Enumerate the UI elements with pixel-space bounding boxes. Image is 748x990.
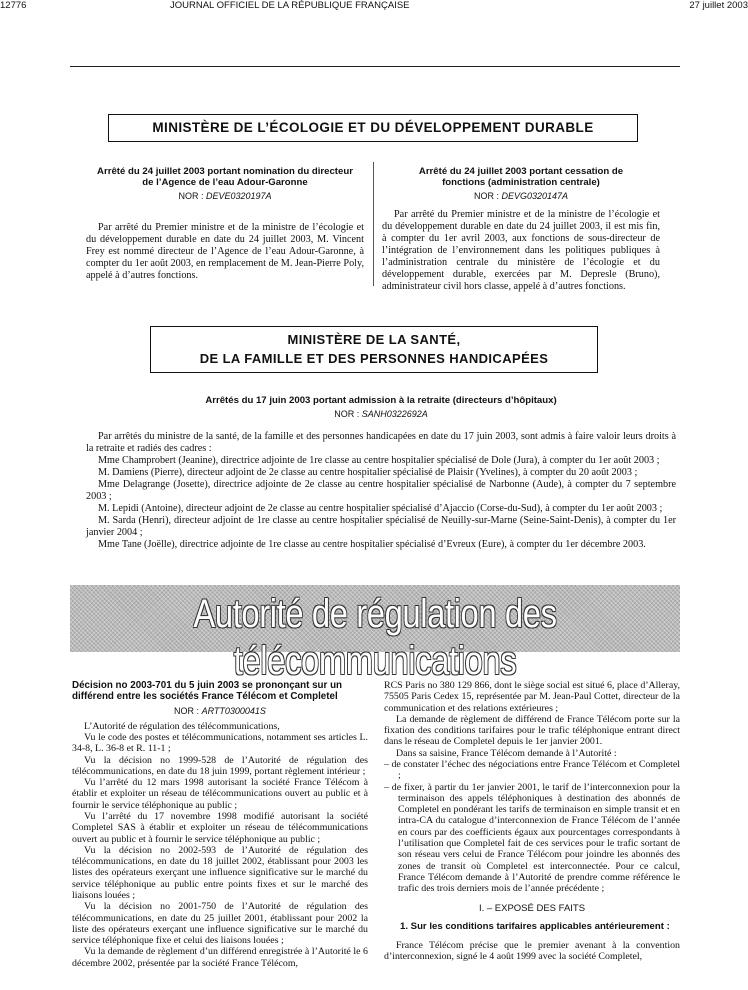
decision-paragraph: Vu la demande de règlement d’un différend enregistrée à l’Autorité le 6 décembre 2002, présentée par la société France Télécom, (72, 946, 368, 969)
decision-paragraph: Vu la décision no 1999-528 de l’Autorité de régulation des télécommunications, en date du 18 juin 1999, portant règlement intérieur ; (72, 754, 368, 777)
running-header (0, 0, 748, 14)
decision-paragraph: RCS Paris no 380 129 866, dont le siège social est situé 6, place d’Alleray, 75505 Paris Cedex 15, représentée par M. Jean-Paul Cottet, directeur de la communication et des relations extérieures ; (384, 680, 680, 714)
issue-date: 27 juillet 2003 (689, 0, 748, 11)
arrete-nomination (86, 166, 364, 282)
retirement-title: Arrêtés du 17 juin 2003 portant admission à la retraite (directeurs d’hôpitaux) (205, 395, 557, 406)
page-number: 12776 (0, 0, 27, 11)
decision-paragraph: L’Autorité de régulation des télécommunications, (84, 720, 280, 732)
decision-nor: NOR : ARTT0300041S (174, 705, 266, 716)
retirement-decrees (86, 395, 676, 551)
arrete-cessation-title: Arrêté du 24 juillet 2003 portant cessation de fonctions (administration centrale) (418, 166, 624, 189)
authority-banner (70, 585, 680, 684)
retirement-entry: Mme Tane (Joëlle), directrice adjointe de 1re classe au centre hospitalier spécialisé d’Evreux (Eure), à compter du 1er décembre 2003. (98, 538, 646, 550)
column-divider (373, 162, 374, 286)
ministry-health-line2: DE LA FAMILLE ET DES PERSONNES HANDICAPÉES (199, 351, 549, 366)
header-rule (70, 66, 680, 67)
subsection-heading: 1. Sur les conditions tarifaires applicables antérieurement : (400, 921, 670, 933)
decision-paragraph: Vu la décision no 2002-593 de l’Autorité de régulation des télécommunications, en date du 18 juillet 2002, établissant pour 2003 les listes des opérateurs exerçant une influence significative sur le marché du service téléphonique au public entre points fixes et sur le marché des liaisons louées ; (72, 844, 368, 901)
decision-paragraph: Vu l’arrêté du 12 mars 1998 autorisant la société France Télécom à établir et exploiter un réseau de télécommunications ouvert au public et à fournir le service téléphonique au public ; (72, 777, 368, 811)
retirement-entry: Mme Delagrange (Josette), directrice adjointe de 2e classe au centre hospitalier spécialisé de Narbonne (Aude), à compter du 7 septembre 2003 ; (86, 478, 676, 502)
authority-banner-title: Autorité de régulation des télécommunications (193, 592, 557, 684)
arrete-nomination-body: Par arrêté du Premier ministre et de la ministre de l’écologie et du développement durable en date du 24 juillet 2003, M. Vincent Frey est nommé directeur de l’Agence de l’eau Adour-Garonne, à compter du 1er août 2003, en remplacement de M. Jean-Pierre Poly, appelé à d’autres fonctions. (86, 221, 364, 281)
arrete-nomination-nor: NOR : DEVE0320197A (178, 191, 272, 202)
request-item: – de fixer, à partir du 1er janvier 2001, le tarif de l’interconnexion pour la terminaison des appels téléphoniques à destination des abonnés de Completel en pondérant les tarifs de terminaison en simple transit et en intra-CA du catalogue d’interconnexion de France Télécom de l’année en cours par des coefficients égaux aux pourcentages correspondants à l’utilisation que Completel fait de ces services pour le trafic sortant de son réseau vers celui de France Télécom pour joindre les abonnés des zones de transit où Completel est interconnectée. Pour ce calcul, France Télécom demande à l’Autorité de prendre comme référence le trafic des trois derniers mois de l’année précédente ; (384, 781, 680, 895)
decision-paragraph: France Télécom précise que le premier avenant à la convention d’interconnexion, signé le 4 août 1999 avec la société Completel, (384, 940, 680, 963)
arrete-nomination-title: Arrêté du 24 juillet 2003 portant nomination du directeur de l’Agence de l’eau Adour-Garonne (97, 166, 353, 189)
decision-paragraph: Dans sa saisine, France Télécom demande à l’Autorité : (396, 747, 617, 759)
arrete-cessation (382, 166, 660, 293)
journal-title: JOURNAL OFFICIEL DE LA RÉPUBLIQUE FRANÇAISE (170, 0, 410, 11)
retirement-entry: M. Damiens (Pierre), directeur adjoint de 2e classe au centre hospitalier spécialisé de Plaisir (Yvelines), à compter du 20 août 2003 ; (98, 466, 638, 478)
retirement-entry: M. Lepidi (Antoine), directeur adjoint de 2e classe au centre hospitalier spécialisé d’Ajaccio (Corse-du-Sud), à compter du 1er août 2003 ; (98, 502, 663, 514)
ministry-health-line1: MINISTÈRE DE LA SANTÉ, (287, 332, 461, 347)
arrete-cessation-body: Par arrêté du Premier ministre et de la ministre de l’écologie et du développement durable en date du 24 juillet 2003, il est mis fin, à compter du 1er avril 2003, aux fonctions de sous-directeur de l’intégration de l’environnement dans les politiques publiques à l’administration centrale du ministère de l’écologie et du développement durable, exercées par M. Depresle (Bruno), administrateur civil hors classe, appelé à d’autres fonctions. (382, 208, 660, 292)
section-heading: I. – EXPOSÉ DES FAITS (478, 903, 586, 915)
decision-paragraph: Vu le code des postes et télécommunications, notamment ses articles L. 34-8, L. 36-8 et R. 11-1 ; (72, 732, 368, 755)
retirement-entry: Mme Champrobert (Jeanine), directrice adjointe de 1re classe au centre hospitalier spécialisé de Dole (Jura), à compter du 1er août 2003 ; (98, 454, 660, 466)
decision-paragraph: Vu la décision no 2001-750 de l’Autorité de régulation des télécommunications, en date du 25 juillet 2001, établissant pour 2002 la liste des opérateurs exerçant une influence significative sur le marché du service téléphonique fixe et celui des liaisons louées ; (72, 901, 368, 947)
retirement-intro: Par arrêtés du ministre de la santé, de la famille et des personnes handicapées en date du 17 juin 2003, sont admis à faire valoir leurs droits à la retraite et radiés des cadres : (86, 430, 676, 454)
decision-paragraph: Vu l’arrêté du 17 novembre 1998 modifié autorisant la société Completel SAS à établir et exploiter un réseau de télécommunications ouvert au public et à fournir le service téléphonique au public ; (72, 811, 368, 845)
request-item: – de constater l’échec des négociations entre France Télécom et Completel ; (384, 758, 680, 782)
arrete-cessation-nor: NOR : DEVG0320147A (473, 191, 569, 202)
decision-paragraph: La demande de règlement de différend de France Télécom porte sur la fixation des conditions tarifaires pour le trafic téléphonique entrant direct dans le réseau de Completel depuis le 1er janvier 2001. (384, 713, 680, 748)
retirement-nor: NOR : SANH0322692A (334, 409, 428, 420)
retirement-entry: M. Sarda (Henri), directeur adjoint de 1re classe au centre hospitalier spécialisé de Neuilly-sur-Marne (Seine-Saint-Denis), à compter du 1er janvier 2004 ; (86, 514, 676, 538)
decision-title: Décision no 2003-701 du 5 juin 2003 se prononçant sur un différend entre les sociétés France Télécom et Completel (72, 680, 343, 703)
decision-right-column (384, 680, 680, 963)
ministry-health-heading (150, 326, 598, 373)
ministry-ecology-heading: MINISTÈRE DE L’ÉCOLOGIE ET DU DÉVELOPPEMENT DURABLE (108, 114, 638, 142)
decision-left-column (72, 680, 368, 969)
